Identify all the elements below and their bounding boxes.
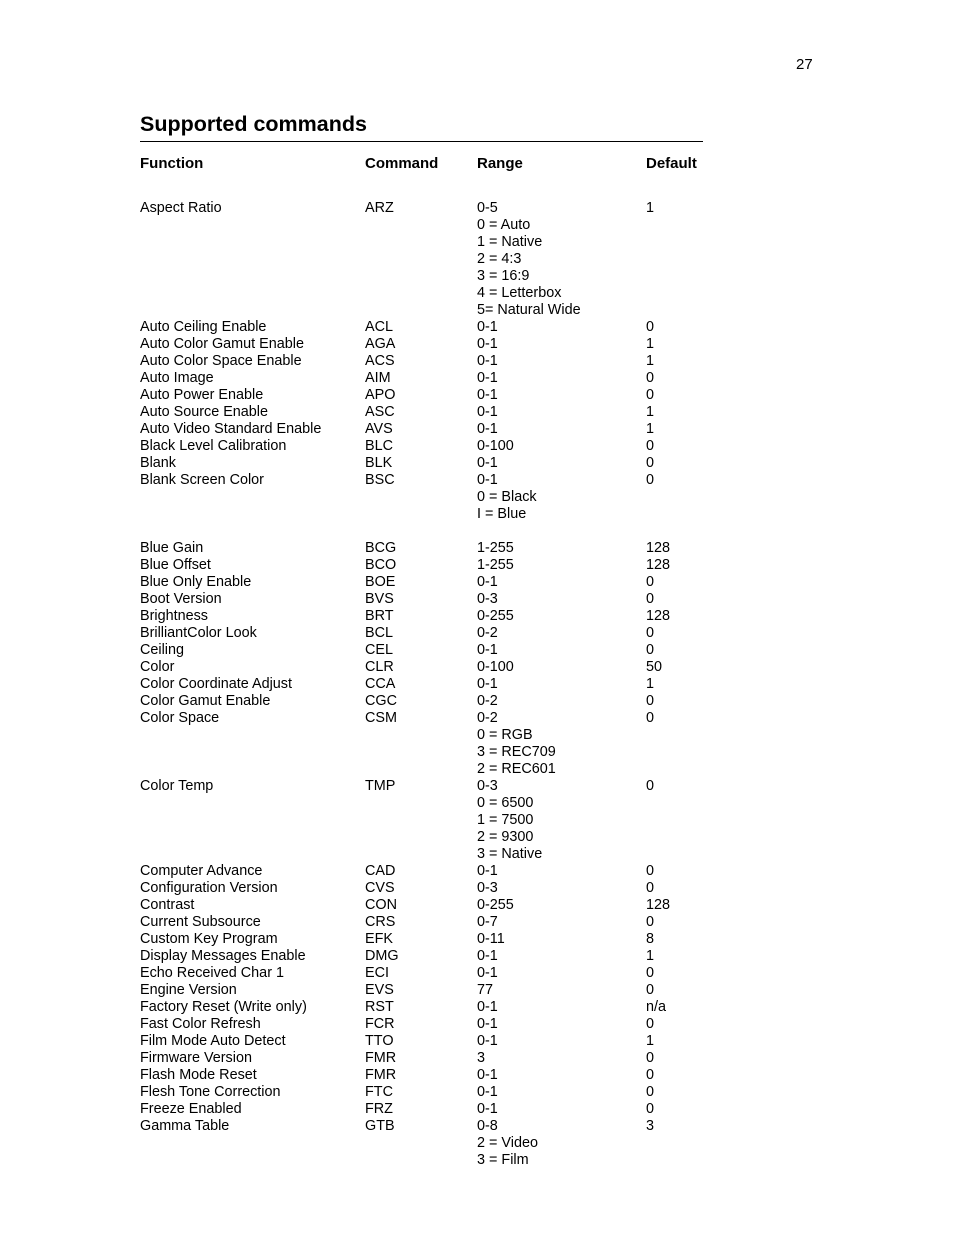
cell-range: 3 = Film: [477, 1152, 529, 1168]
title-divider: [140, 141, 703, 142]
cell-function: Ceiling: [140, 642, 184, 658]
cell-command: BOE: [365, 574, 396, 590]
cell-range: 0-1: [477, 676, 498, 692]
cell-default: 0: [646, 710, 655, 726]
table-row: [140, 523, 740, 540]
cell-range: 3: [477, 1050, 486, 1066]
cell-command: TMP: [365, 778, 396, 794]
cell-function: Echo Received Char 1: [140, 965, 284, 981]
cell-command: FTC: [365, 1084, 393, 1100]
cell-command: ASC: [365, 404, 395, 420]
table-row: [140, 659, 740, 676]
cell-range: 0-1: [477, 404, 498, 420]
table-row: [140, 200, 740, 217]
cell-default: 0: [646, 319, 655, 335]
cell-default: 0: [646, 1067, 655, 1083]
cell-command: CEL: [365, 642, 393, 658]
cell-default: 0: [646, 863, 655, 879]
cell-default: 50: [646, 659, 663, 675]
table-row: [140, 880, 740, 897]
table-row: [140, 931, 740, 948]
cell-default: 0: [646, 438, 655, 454]
cell-function: Aspect Ratio: [140, 200, 222, 216]
cell-function: BrilliantColor Look: [140, 625, 257, 641]
table-row: [140, 1033, 740, 1050]
cell-default: 0: [646, 965, 655, 981]
cell-function: Color: [140, 659, 175, 675]
cell-range: 3 = 16:9: [477, 268, 530, 284]
cell-function: Flesh Tone Correction: [140, 1084, 281, 1100]
cell-range: 0-3: [477, 591, 498, 607]
table-row: [140, 557, 740, 574]
cell-command: CGC: [365, 693, 397, 709]
cell-range: 0-1: [477, 1084, 498, 1100]
cell-command: ACS: [365, 353, 395, 369]
cell-function: Brightness: [140, 608, 208, 624]
cell-command: CVS: [365, 880, 395, 896]
cell-range: 0-1: [477, 1016, 498, 1032]
page-title: Supported commands: [140, 112, 367, 136]
cell-function: Color Temp: [140, 778, 214, 794]
cell-default: 128: [646, 897, 671, 913]
cell-default: 0: [646, 370, 655, 386]
cell-range: 1 = 7500: [477, 812, 534, 828]
table-row: [140, 642, 740, 659]
cell-command: BVS: [365, 591, 394, 607]
table-row: [140, 302, 740, 319]
cell-function: Color Space: [140, 710, 220, 726]
table-row: [140, 387, 740, 404]
cell-command: ECI: [365, 965, 389, 981]
cell-range: 0-1: [477, 353, 498, 369]
cell-function: Gamma Table: [140, 1118, 230, 1134]
table-row: [140, 217, 740, 234]
table-row: [140, 795, 740, 812]
cell-default: 0: [646, 693, 655, 709]
cell-command: BLC: [365, 438, 393, 454]
cell-default: 1: [646, 421, 655, 437]
cell-range: 0-1: [477, 472, 498, 488]
table-row: [140, 489, 740, 506]
cell-function: Custom Key Program: [140, 931, 278, 947]
table-row: [140, 778, 740, 795]
cell-function: Fast Color Refresh: [140, 1016, 261, 1032]
cell-function: Blue Gain: [140, 540, 204, 556]
cell-command: ARZ: [365, 200, 394, 216]
cell-function: Black Level Calibration: [140, 438, 287, 454]
cell-default: 0: [646, 914, 655, 930]
cell-default: 0: [646, 1016, 655, 1032]
cell-default: 0: [646, 387, 655, 403]
cell-function: Blank Screen Color: [140, 472, 264, 488]
cell-range: 0-2: [477, 693, 498, 709]
cell-command: CAD: [365, 863, 396, 879]
cell-range: 1-255: [477, 557, 514, 573]
cell-function: Configuration Version: [140, 880, 278, 896]
table-row: [140, 506, 740, 523]
cell-command: RST: [365, 999, 394, 1015]
cell-function: Blue Offset: [140, 557, 211, 573]
cell-range: 0-11: [477, 931, 505, 947]
table-row: [140, 1118, 740, 1135]
cell-function: Contrast: [140, 897, 195, 913]
cell-range: 0-1: [477, 336, 498, 352]
cell-command: ACL: [365, 319, 393, 335]
table-row: [140, 676, 740, 693]
table-row: [140, 421, 740, 438]
cell-default: 1: [646, 676, 655, 692]
cell-default: 8: [646, 931, 655, 947]
cell-command: FMR: [365, 1050, 397, 1066]
table-row: [140, 353, 740, 370]
cell-range: 0-1: [477, 1033, 498, 1049]
table-row: [140, 1101, 740, 1118]
cell-command: BCO: [365, 557, 397, 573]
cell-default: 0: [646, 455, 655, 471]
cell-range: 0 = 6500: [477, 795, 534, 811]
table-row: [140, 268, 740, 285]
table-row: [140, 319, 740, 336]
cell-range: 0 = Auto: [477, 217, 531, 233]
table-row: [140, 693, 740, 710]
cell-command: DMG: [365, 948, 399, 964]
cell-range: 0-1: [477, 319, 498, 335]
cell-command: FMR: [365, 1067, 397, 1083]
cell-command: CRS: [365, 914, 396, 930]
cell-function: Computer Advance: [140, 863, 263, 879]
cell-range: 0-100: [477, 438, 514, 454]
cell-function: Blue Only Enable: [140, 574, 252, 590]
table-row: [140, 761, 740, 778]
table-row: [140, 1135, 740, 1152]
cell-command: AGA: [365, 336, 396, 352]
cell-default: 128: [646, 557, 671, 573]
cell-range: 0 = RGB: [477, 727, 533, 743]
table-row: [140, 608, 740, 625]
cell-function: Color Coordinate Adjust: [140, 676, 292, 692]
table-row: [140, 999, 740, 1016]
cell-range: 2 = REC601: [477, 761, 556, 777]
table-row: [140, 710, 740, 727]
cell-default: 1: [646, 948, 655, 964]
cell-range: 0-1: [477, 863, 498, 879]
cell-function: Blank: [140, 455, 176, 471]
cell-function: Freeze Enabled: [140, 1101, 242, 1117]
table-row: [140, 455, 740, 472]
table-row: [140, 846, 740, 863]
cell-command: BLK: [365, 455, 393, 471]
cell-command: FCR: [365, 1016, 395, 1032]
table-row: [140, 744, 740, 761]
cell-function: Color Gamut Enable: [140, 693, 271, 709]
cell-function: Firmware Version: [140, 1050, 252, 1066]
cell-function: Current Subsource: [140, 914, 261, 930]
cell-range: 0-1: [477, 387, 498, 403]
table-row: [140, 727, 740, 744]
cell-range: 0-3: [477, 778, 498, 794]
table-header: [140, 154, 740, 173]
cell-function: Flash Mode Reset: [140, 1067, 257, 1083]
cell-function: Display Messages Enable: [140, 948, 306, 964]
cell-range: 4 = Letterbox: [477, 285, 562, 301]
table-row: [140, 965, 740, 982]
cell-command: CSM: [365, 710, 397, 726]
cell-range: 0-2: [477, 710, 498, 726]
cell-range: 0-7: [477, 914, 498, 930]
table-row: [140, 1067, 740, 1084]
cell-range: 0-8: [477, 1118, 498, 1134]
cell-command: APO: [365, 387, 396, 403]
commands-table: [140, 154, 740, 1169]
cell-function: Auto Source Enable: [140, 404, 269, 420]
cell-command: AVS: [365, 421, 393, 437]
cell-range: 3 = Native: [477, 846, 543, 862]
table-row: [140, 438, 740, 455]
table-row: [140, 982, 740, 999]
cell-default: 0: [646, 1101, 655, 1117]
cell-command: BRT: [365, 608, 394, 624]
cell-command: AIM: [365, 370, 391, 386]
cell-default: 3: [646, 1118, 655, 1134]
table-row: [140, 336, 740, 353]
cell-default: 1: [646, 404, 655, 420]
cell-default: 1: [646, 336, 655, 352]
cell-default: 0: [646, 880, 655, 896]
cell-range: 0-1: [477, 455, 498, 471]
cell-range: 1-255: [477, 540, 514, 556]
cell-default: 1: [646, 353, 655, 369]
cell-function: Engine Version: [140, 982, 237, 998]
cell-function: Auto Power Enable: [140, 387, 264, 403]
cell-command: CCA: [365, 676, 396, 692]
cell-default: 0: [646, 574, 655, 590]
cell-range: 0-2: [477, 625, 498, 641]
cell-command: BCL: [365, 625, 393, 641]
cell-command: BSC: [365, 472, 395, 488]
cell-range: 0-100: [477, 659, 514, 675]
cell-function: Auto Color Gamut Enable: [140, 336, 304, 352]
table-row: [140, 625, 740, 642]
cell-range: 0-1: [477, 999, 498, 1015]
table-row: [140, 1016, 740, 1033]
cell-command: EVS: [365, 982, 394, 998]
cell-default: 0: [646, 625, 655, 641]
cell-command: BCG: [365, 540, 397, 556]
table-row: [140, 948, 740, 965]
cell-command: GTB: [365, 1118, 395, 1134]
table-row: [140, 540, 740, 557]
cell-range: 0-1: [477, 574, 498, 590]
table-row: [140, 285, 740, 302]
cell-range: 0-5: [477, 200, 498, 216]
cell-range: 0-1: [477, 1101, 498, 1117]
cell-default: 1: [646, 1033, 655, 1049]
table-row: [140, 812, 740, 829]
table-row: [140, 829, 740, 846]
cell-range: 2 = 4:3: [477, 251, 522, 267]
cell-function: Auto Image: [140, 370, 214, 386]
header-default: Default: [646, 155, 697, 172]
cell-default: 0: [646, 1084, 655, 1100]
cell-default: 0: [646, 1050, 655, 1066]
table-row: [140, 234, 740, 251]
table-row: [140, 1050, 740, 1067]
table-row: [140, 1152, 740, 1169]
cell-range: 0-255: [477, 897, 514, 913]
cell-default: n/a: [646, 999, 667, 1015]
cell-range: 0-1: [477, 642, 498, 658]
cell-range: 0-1: [477, 421, 498, 437]
table-row: [140, 863, 740, 880]
header-function: Function: [140, 155, 204, 172]
cell-function: Auto Color Space Enable: [140, 353, 302, 369]
table-row: [140, 591, 740, 608]
cell-function: Boot Version: [140, 591, 222, 607]
page-number: 27: [796, 56, 813, 73]
cell-default: 1: [646, 200, 655, 216]
cell-command: FRZ: [365, 1101, 393, 1117]
cell-range: 0-1: [477, 948, 498, 964]
cell-function: Auto Video Standard Enable: [140, 421, 322, 437]
cell-command: TTO: [365, 1033, 394, 1049]
cell-range: 0-1: [477, 370, 498, 386]
cell-function: Film Mode Auto Detect: [140, 1033, 286, 1049]
cell-range: I = Blue: [477, 506, 527, 522]
cell-default: 0: [646, 642, 655, 658]
cell-range: 2 = Video: [477, 1135, 538, 1151]
cell-command: EFK: [365, 931, 393, 947]
table-body: [140, 200, 740, 1169]
header-range: Range: [477, 155, 523, 172]
table-row: [140, 914, 740, 931]
cell-function: Factory Reset (Write only): [140, 999, 307, 1015]
table-row: [140, 897, 740, 914]
cell-range: 2 = 9300: [477, 829, 534, 845]
cell-range: 0-255: [477, 608, 514, 624]
cell-default: 0: [646, 472, 655, 488]
cell-command: CON: [365, 897, 397, 913]
cell-range: 5= Natural Wide: [477, 302, 581, 318]
table-row: [140, 370, 740, 387]
table-row: [140, 404, 740, 421]
cell-range: 0-1: [477, 1067, 498, 1083]
table-row: [140, 1084, 740, 1101]
cell-default: 128: [646, 540, 671, 556]
cell-default: 0: [646, 591, 655, 607]
cell-range: 0-3: [477, 880, 498, 896]
cell-range: 77: [477, 982, 494, 998]
table-row: [140, 472, 740, 489]
cell-default: 0: [646, 982, 655, 998]
cell-range: 3 = REC709: [477, 744, 556, 760]
table-row: [140, 251, 740, 268]
cell-command: CLR: [365, 659, 394, 675]
cell-default: 0: [646, 778, 655, 794]
header-command: Command: [365, 155, 439, 172]
cell-range: 1 = Native: [477, 234, 543, 250]
cell-default: 128: [646, 608, 671, 624]
cell-function: Auto Ceiling Enable: [140, 319, 267, 335]
cell-range: 0 = Black: [477, 489, 537, 505]
table-row: [140, 574, 740, 591]
cell-range: 0-1: [477, 965, 498, 981]
